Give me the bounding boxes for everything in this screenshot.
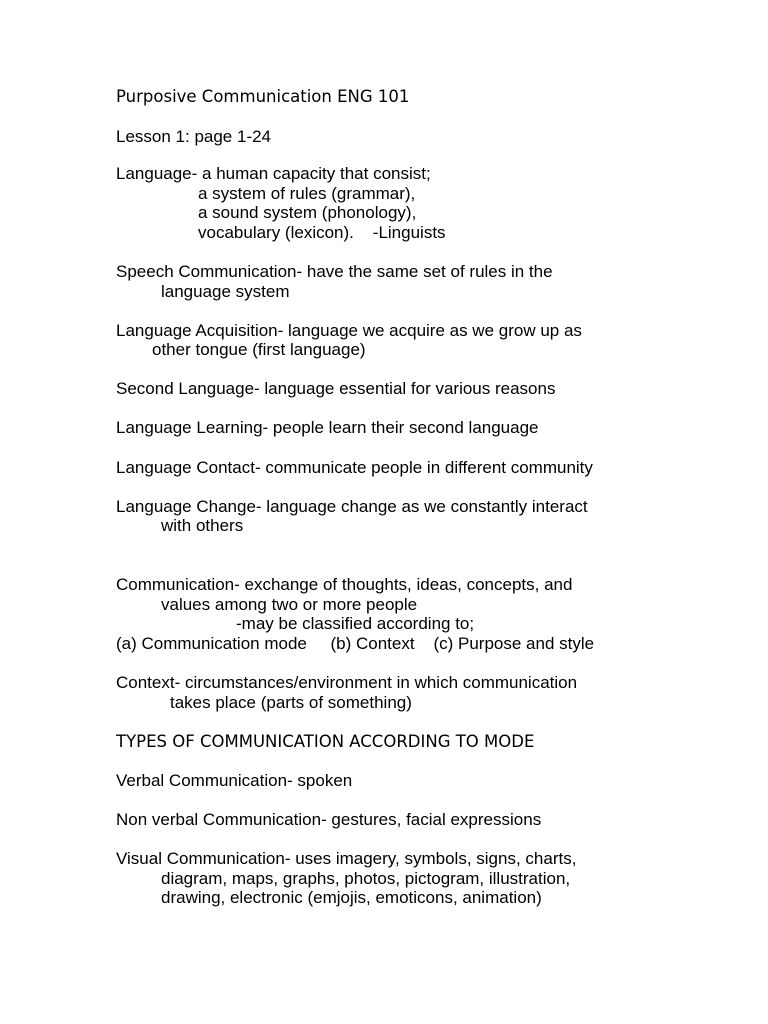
communication-line1: Communication- exchange of thoughts, ideas, concepts, and — [116, 575, 573, 594]
visual-communication-line3: drawing, electronic (emjojis, emoticons, animation) — [161, 888, 542, 907]
context-line2: takes place (parts of something) — [170, 693, 412, 712]
language-learning: Language Learning- people learn their second language — [116, 418, 539, 437]
language-item-lexicon: vocabulary (lexicon). -Linguists — [198, 223, 446, 242]
second-language: Second Language- language essential for various reasons — [116, 379, 556, 398]
speech-communication-line2: language system — [161, 282, 290, 301]
language-item-phonology: a sound system (phonology), — [198, 203, 417, 222]
context-line1: Context- circumstances/environment in which communication — [116, 673, 578, 692]
communication-classification: (a) Communication mode (b) Context (c) Purpose and style — [116, 634, 595, 653]
visual-communication-line1: Visual Communication- uses imagery, symbols, signs, charts, — [116, 849, 577, 868]
types-heading: TYPES OF COMMUNICATION ACCORDING TO MODE — [116, 732, 535, 751]
language-definition: Language- a human capacity that consist; — [116, 164, 431, 183]
communication-line2: values among two or more people — [161, 595, 418, 614]
language-item-grammar: a system of rules (grammar), — [198, 184, 416, 203]
speech-communication-line1: Speech Communication- have the same set of rules in the — [116, 262, 553, 281]
language-contact: Language Contact- communicate people in different community — [116, 458, 593, 477]
lesson-reference: Lesson 1: page 1-24 — [116, 127, 272, 146]
language-change-line1: Language Change- language change as we constantly interact — [116, 497, 588, 516]
language-acquisition-line2: other tongue (first language) — [152, 340, 366, 359]
visual-communication-line2: diagram, maps, graphs, photos, pictogram, illustration, — [161, 869, 571, 888]
communication-line3: -may be classified according to; — [236, 614, 475, 633]
document-title: Purposive Communication ENG 101 — [116, 87, 410, 106]
verbal-communication: Verbal Communication- spoken — [116, 771, 353, 790]
nonverbal-communication: Non verbal Communication- gestures, facial expressions — [116, 810, 542, 829]
language-change-line2: with others — [161, 516, 244, 535]
language-acquisition-line1: Language Acquisition- language we acquire as we grow up as — [116, 321, 582, 340]
